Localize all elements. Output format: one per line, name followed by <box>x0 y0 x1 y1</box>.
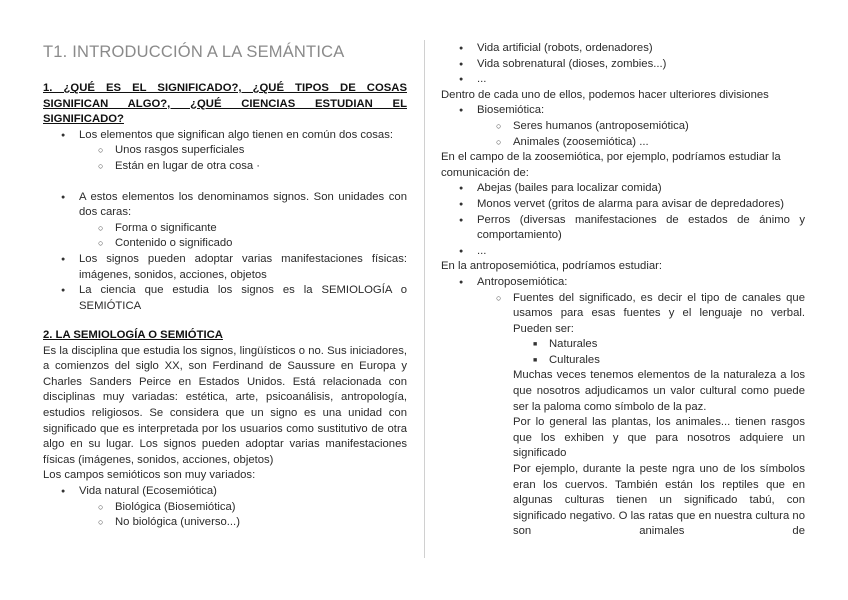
section-2-heading: 2. LA SEMIOLOGÍA O SEMIÓTICA <box>43 329 223 341</box>
list-subitem: ○ Contenido o significado <box>43 236 407 252</box>
paragraph: En la antroposemiótica, podríamos estudiar: <box>441 260 663 273</box>
section-2 <box>43 328 407 531</box>
list-item: ● Los signos pueden adoptar varias manifestaciones físicas: imágenes, sonidos, acciones, objetos <box>43 252 407 283</box>
list-item: ● ... <box>441 72 805 88</box>
list-subitem: ○ Unos rasgos superficiales <box>43 143 407 159</box>
list-item: ● Antroposemiótica: <box>441 275 805 291</box>
list-item: ● Monos vervet (gritos de alarma para avisar de depredadores) <box>441 197 805 213</box>
list-subsubitem: ■ Naturales <box>441 337 805 353</box>
list-subitem: ○ Están en lugar de otra cosa · <box>43 159 407 175</box>
list-item: ● Biosemiótica: <box>441 103 805 119</box>
campos-text: Los campos semióticos son muy variados: <box>43 469 256 482</box>
paragraph: Por ejemplo, durante la peste ngra uno de los símbolos eran los cuervos. También están los reptiles que en algunas culturas tienen un significado tabú, con significado negativo. O las ratas que en nuestra cultura no son animales de <box>513 463 805 538</box>
list-subitem: ○ Fuentes del significado, es decir el tipo de canales que usamos para esas fuentes y el lenguaje no verbal. Pueden ser: <box>441 291 805 338</box>
list-subitem: ○ Seres humanos (antroposemiótica) <box>441 119 805 135</box>
paragraph: En el campo de la zoosemiótica, por ejemplo, podríamos estudiar la comunicación de: <box>441 151 781 179</box>
list-subitem: ○ No biológica (universo...) <box>43 515 407 531</box>
list-item: ● ... <box>441 244 805 260</box>
list-item: ● Vida sobrenatural (dioses, zombies...) <box>441 57 805 73</box>
page-title: T1. INTRODUCCIÓN A LA SEMÁNTICA <box>43 43 345 61</box>
column-divider <box>424 40 425 558</box>
list-subsubitem: ■ Culturales <box>441 353 805 369</box>
section-2-paragraph: Es la disciplina que estudia los signos, lingüísticos o no. Sus iniciadores, a comienzos del siglo XX, son Ferdinand de Saussure en Europa y Charles Sanders Peirce en Estados Unidos. Está relacionada con disciplinas muy variadas: estética, arte, psicoanálisis, antropología, estudios religiosos. Se considera que un signo es una unidad con significado que es interpretada por los usuarios como sustitutivo de otra algo en su lugar. Los signos pueden adoptar varias manifestaciones físicas (imágenes, sonidos, acciones, objetos) <box>43 344 407 466</box>
list-subitem: ○ Forma o significante <box>43 221 407 237</box>
list-item: ● Los elementos que significan algo tienen en común dos cosas: <box>43 128 407 144</box>
list-item: ● Vida artificial (robots, ordenadores) <box>441 41 805 57</box>
list-item: ● Vida natural (Ecosemiótica) <box>43 484 407 500</box>
paragraph: Dentro de cada uno de ellos, podemos hacer ulteriores divisiones <box>441 88 769 101</box>
list-item: ● A estos elementos los denominamos signos. Son unidades con dos caras: <box>43 190 407 221</box>
list-subitem: ○ Animales (zoosemiótica) ... <box>441 135 805 151</box>
section-1 <box>43 81 407 314</box>
paragraph: Muchas veces tenemos elementos de la naturaleza a los que nosotros adjudicamos un valor cultural como puede ser la paloma como símbolo de la paz. <box>513 369 805 413</box>
list-item: ● La ciencia que estudia los signos es la SEMIOLOGÍA o SEMIÓTICA <box>43 283 407 314</box>
list-item: ● Abejas (bailes para localizar comida) <box>441 181 805 197</box>
list-item: ● Perros (diversas manifestaciones de estados de ánimo y comportamiento) <box>441 213 805 244</box>
right-content <box>441 41 805 540</box>
section-1-heading: 1. ¿QUÉ ES EL SIGNIFICADO?, ¿QUÉ TIPOS DE COSAS SIGNIFICAN ALGO?, ¿QUÉ CIENCIAS ESTUDIAN EL SIGNIFICADO? <box>43 82 407 126</box>
list-subitem: ○ Biológica (Biosemiótica) <box>43 500 407 516</box>
paragraph: Por lo general las plantas, los animales... tienen rasgos que los exhiben y que para nosotros adquiere un significado <box>513 416 805 460</box>
